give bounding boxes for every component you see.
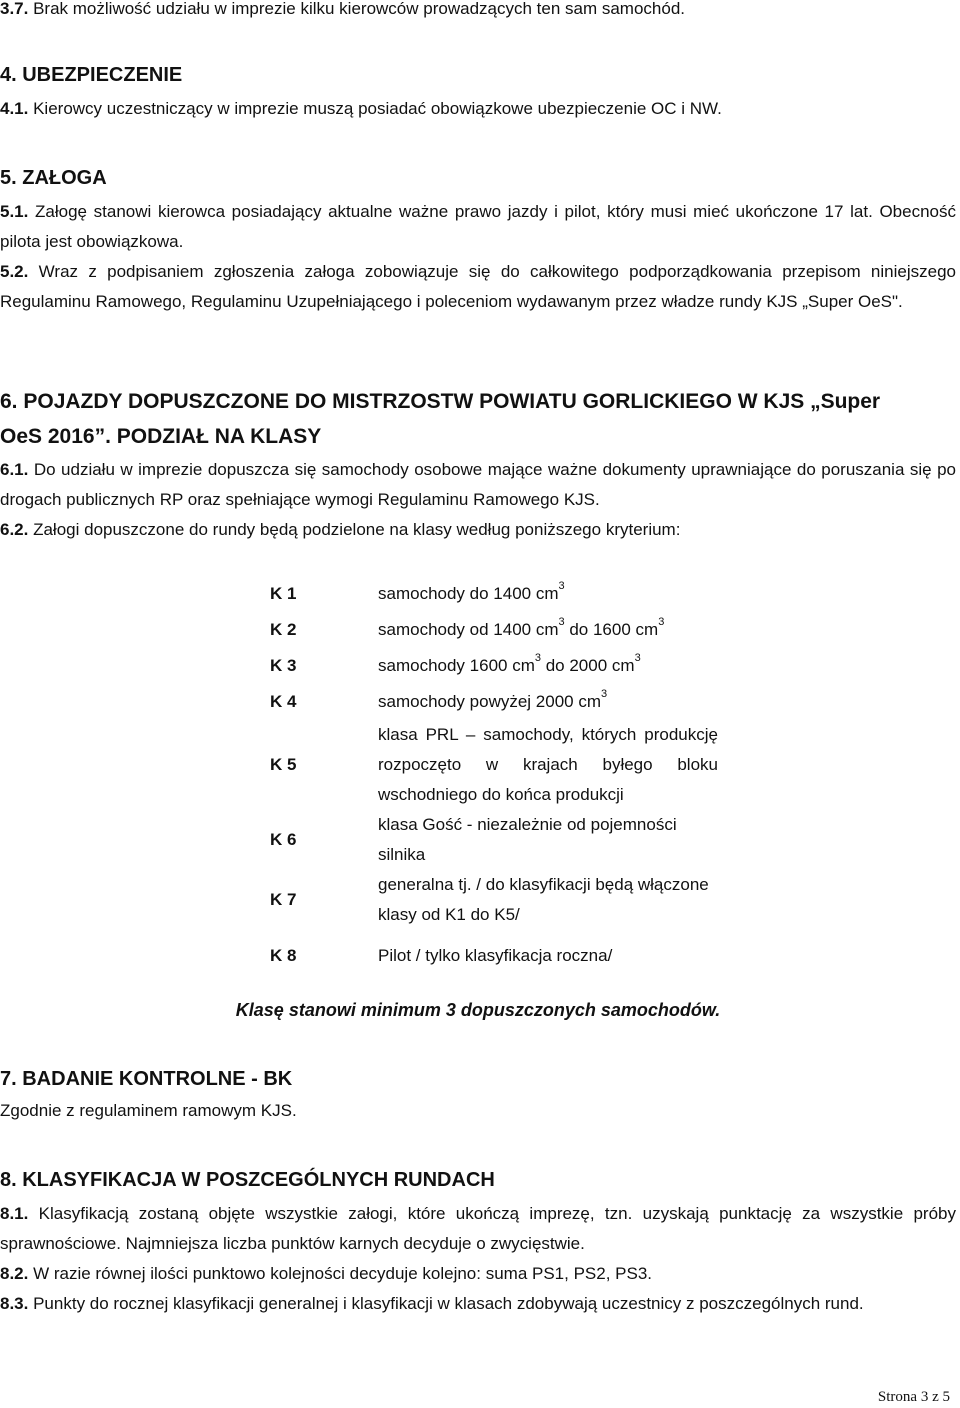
- superscript: 3: [558, 616, 565, 629]
- class-description: [378, 612, 718, 648]
- paragraph-3-7: [0, 0, 956, 24]
- class-row-k2: [270, 612, 718, 648]
- paragraph-text: Klasyfikacją zostaną objęte wszystkie załogi, które ukończą imprezę, tzn. uzyskają punktację za wszystkie próby sprawnościowe. Najmniejsza liczba punktów karnych decyduje o zwycięstwie.: [0, 1204, 956, 1253]
- class-description: klasa Gość - niezależnie od pojemności silnika: [378, 815, 677, 864]
- superscript: 3: [601, 688, 608, 701]
- class-description-text: samochody od 1400 cm: [378, 620, 559, 639]
- paragraph-number: 5.1.: [0, 202, 29, 221]
- class-description-text: do 1600 cm: [564, 620, 659, 639]
- class-code: K 7: [270, 890, 297, 909]
- paragraph-number: 8.3.: [0, 1294, 29, 1313]
- paragraph-8-1: [0, 1199, 956, 1259]
- heading-section-6-line-2: OeS 2016”. PODZIAŁ NA KLASY: [0, 425, 322, 448]
- superscript: 3: [634, 652, 641, 665]
- class-description-text: samochody powyżej 2000 cm: [378, 692, 602, 711]
- class-description: [378, 648, 718, 684]
- superscript: 3: [658, 616, 665, 629]
- class-description-text: samochody 1600 cm: [378, 656, 535, 675]
- paragraph-number: 4.1.: [0, 99, 29, 118]
- page-footer: [878, 1388, 950, 1406]
- classes-note: Klasę stanowi minimum 3 dopuszczonych samochodów.: [235, 1000, 721, 1020]
- class-row-k3: [270, 648, 718, 684]
- class-code: K 4: [270, 692, 297, 711]
- paragraph-5-2: [0, 257, 956, 317]
- paragraph-number: 5.2.: [0, 262, 29, 281]
- paragraph-8-2: [0, 1259, 956, 1289]
- paragraph-5-1: [0, 197, 956, 257]
- footer-separator: z: [932, 1389, 939, 1405]
- class-code: K 3: [270, 656, 297, 675]
- class-code: K 6: [270, 830, 297, 849]
- class-description: Pilot / tylko klasyfikacja roczna/: [378, 946, 613, 965]
- class-description: klasa PRL – samochody, których produkcję rozpoczęto w krajach byłego bloku wschodniego do końca produkcji: [378, 725, 718, 804]
- class-row-k5: [270, 720, 718, 810]
- class-code: K 1: [270, 584, 297, 603]
- paragraph-text: Punkty do rocznej klasyfikacji generalnej i klasyfikacji w klasach zdobywają uczestnicy z poszczególnych rund.: [33, 1294, 864, 1313]
- class-row-k7: [270, 870, 718, 930]
- paragraph-text: Brak możliwość udziału w imprezie kilku kierowców prowadzących ten sam samochód.: [33, 0, 686, 18]
- page-total: 5: [942, 1389, 950, 1405]
- paragraph-7: Zgodnie z regulaminem ramowym KJS.: [0, 1101, 297, 1120]
- class-description-text: samochody do 1400 cm: [378, 584, 559, 603]
- class-code: K 5: [270, 755, 297, 774]
- paragraph-text: Wraz z podpisaniem zgłoszenia załoga zobowiązuje się do całkowitego podporządkowania przepisom niniejszego Regulaminu Ramowego, Regulaminu Uzupełniającego i poleceniom wydawanym przez władze rundy KJS „Super OeS".: [0, 262, 956, 311]
- paragraph-text: W razie równej ilości punktowo kolejności decyduje kolejno: suma PS1, PS2, PS3.: [33, 1264, 653, 1283]
- superscript: 3: [534, 652, 541, 665]
- class-row-k8: [270, 930, 718, 982]
- paragraph-6-1: [0, 455, 956, 515]
- heading-section-5: 5. ZAŁOGA: [0, 167, 107, 189]
- paragraph-number: 6.1.: [0, 460, 29, 479]
- class-row-k1: [270, 576, 718, 612]
- paragraph-4-1: [0, 94, 956, 124]
- class-code: K 8: [270, 946, 297, 965]
- class-description: generalna tj. / do klasyfikacji będą włączone klasy od K1 do K5/: [378, 875, 709, 924]
- paragraph-text: Do udziału w imprezie dopuszcza się samochody osobowe mające ważne dokumenty uprawniające do poruszania się po drogach publicznych RP oraz spełniające wymogi Regulaminu Ramowego KJS.: [0, 460, 956, 509]
- paragraph-6-2: [0, 515, 956, 545]
- superscript: 3: [558, 580, 565, 593]
- class-description-text: do 2000 cm: [541, 656, 635, 675]
- paragraph-number: 3.7.: [0, 0, 29, 18]
- paragraph-text: Załogi dopuszczone do rundy będą podzielone na klasy według poniższego kryterium:: [33, 520, 681, 539]
- class-row-k4: [270, 684, 718, 720]
- vehicle-classes-table: [270, 576, 718, 982]
- class-description: [378, 576, 718, 612]
- paragraph-text: Kierowcy uczestniczący w imprezie muszą posiadać obowiązkowe ubezpieczenie OC i NW.: [33, 99, 722, 118]
- paragraph-number: 8.2.: [0, 1264, 29, 1283]
- paragraph-number: 6.2.: [0, 520, 29, 539]
- heading-section-8: 8. KLASYFIKACJA W POSZCEGÓLNYCH RUNDACH: [0, 1169, 495, 1191]
- footer-label: Strona: [877, 1389, 918, 1405]
- heading-section-6-line-1: 6. POJAZDY DOPUSZCZONE DO MISTRZOSTW POWIATU GORLICKIEGO W KJS „Super: [0, 390, 881, 413]
- heading-section-7: 7. BADANIE KONTROLNE - BK: [0, 1068, 293, 1090]
- page-number: 3: [920, 1389, 929, 1405]
- paragraph-8-3: [0, 1289, 956, 1319]
- paragraph-text: Załogę stanowi kierowca posiadający aktualne ważne prawo jazdy i pilot, który musi mieć ukończone 17 lat. Obecność pilota jest obowiązkowa.: [0, 202, 956, 251]
- class-description: [378, 684, 718, 720]
- class-row-k6: [270, 810, 718, 870]
- paragraph-number: 8.1.: [0, 1204, 29, 1223]
- class-code: K 2: [270, 620, 297, 639]
- heading-section-4: 4. UBEZPIECZENIE: [0, 64, 183, 86]
